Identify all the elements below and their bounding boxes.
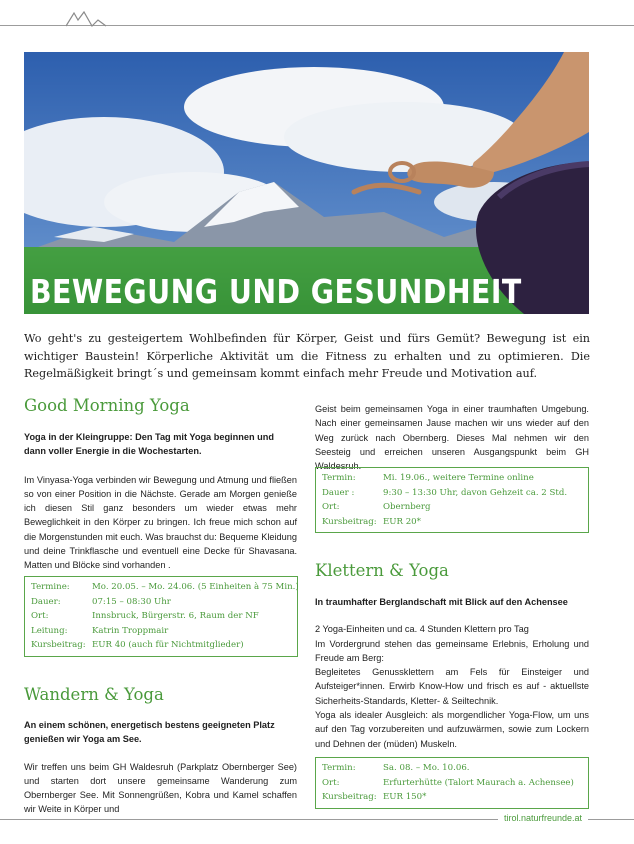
klettern-line: Yoga als idealer Ausgleich: als morgendlicher Yoga-Flow, um uns auf den Tag vorzubereiten und aufzuwärmen, sowie zum Lockern und Dehnen der (müden) Muskeln. bbox=[315, 710, 589, 749]
info-label: Kursbeitrag: bbox=[31, 640, 86, 651]
info-value: Erfurterhütte (Talort Maurach a. Achensee) bbox=[383, 777, 574, 788]
footer-url-link[interactable]: tirol.naturfreunde.at bbox=[498, 811, 588, 825]
info-label: Ort: bbox=[322, 502, 340, 513]
info-value: EUR 150* bbox=[383, 792, 427, 803]
info-value: 07:15 – 08:30 Uhr bbox=[92, 596, 171, 607]
heading-wandern-yoga: Wandern & Yoga bbox=[24, 685, 164, 704]
klettern-line: Begleitetes Genussklettern am Fels für Einsteiger und Aufsteiger*innen. Erwirb Know-How und frisch es auf - aktuellste Sicherheits-Standards, Kletter- & Seiltechnik. bbox=[315, 667, 589, 706]
info-value: Obernberg bbox=[383, 502, 431, 513]
wandern-info-box bbox=[315, 467, 589, 533]
info-label: Termine: bbox=[31, 582, 70, 592]
klettern-info-box bbox=[315, 757, 589, 809]
page-title: BEWEGUNG UND GESUNDHEIT bbox=[30, 272, 522, 311]
yoga-body: Im Vinyasa-Yoga verbinden wir Bewegung und Atmung und fließen so von einer Position in die Nächste. Gerade am Morgen genieße ich diesen Stil ganz besonders um wieder etwas mehr Beweglichkeit in den Körper zu bringen. Ich freue mich schon auf die Morgenstunden mit euch. Was brauchst du: Bequeme Kleidung und deine Trinkflasche und eventuell eine Decke für Shavasana. Matten und Blöcke sind vorhanden . bbox=[24, 474, 297, 571]
info-row bbox=[322, 486, 582, 501]
info-label: Termin: bbox=[322, 763, 356, 773]
info-row bbox=[322, 776, 582, 791]
wandern-body-left: Wir treffen uns beim GH Waldesruh (Parkplatz Obernberger See) und starten dort unsere gemeinsame Wanderung zum Obernberger See. Mit Sonnengrüßen, Kobra und Kamel schaffen wir Weite in Körper und bbox=[24, 761, 297, 815]
mountain-logo-icon bbox=[66, 8, 106, 28]
info-value: Mi. 19.06., weitere Termine online bbox=[383, 473, 534, 483]
info-row bbox=[322, 515, 582, 530]
heading-klettern-yoga: Klettern & Yoga bbox=[315, 561, 449, 580]
info-label: Dauer: bbox=[31, 596, 61, 607]
intro-paragraph: Wo geht's zu gesteigertem Wohlbefinden für Körper, Geist und fürs Gemüt? Bewegung ist ein wichtiger Baustein! Körperliche Aktivität um die Fitness zu erhalten und zu optimieren. Die Regelmäßigkeit bringt´s und gemeinsam kommt einfach mehr Freude und Motivation auf. bbox=[24, 332, 590, 380]
klettern-lead: In traumhafter Berglandschaft mit Blick auf den Achensee bbox=[315, 597, 568, 607]
yoga-info-box bbox=[24, 576, 298, 657]
info-label: Ort: bbox=[322, 777, 340, 788]
info-value: Katrin Troppmair bbox=[92, 625, 169, 636]
wandern-body-right: Geist beim gemeinsamen Yoga in einer traumhaften Umgebung. Nach einer gemeinsamen Jause machen wir uns wieder auf den Weg zurück nach Obernberg. Dieses Mal nehmen wir den Seesteig und erreichen unseren Ausgangspunkt beim GH Waldesruh. bbox=[315, 404, 589, 472]
info-row bbox=[31, 638, 291, 653]
info-row bbox=[31, 595, 291, 610]
info-label: Kursbeitrag: bbox=[322, 792, 377, 803]
info-label: Leitung: bbox=[31, 625, 68, 636]
heading-good-morning-yoga: Good Morning Yoga bbox=[24, 396, 190, 415]
info-row bbox=[31, 609, 291, 624]
wandern-lead: An einem schönen, energetisch bestens geeigneten Platz genießen wir Yoga am See. bbox=[24, 720, 275, 745]
info-label: Kursbeitrag: bbox=[322, 516, 377, 527]
info-value: 9:30 – 13:30 Uhr, davon Gehzeit ca. 2 Std. bbox=[383, 487, 568, 498]
info-label: Ort: bbox=[31, 611, 49, 622]
info-row bbox=[31, 580, 299, 595]
klettern-line: 2 Yoga-Einheiten und ca. 4 Stunden Klettern pro Tag bbox=[315, 624, 529, 635]
info-value: EUR 40 (auch für Nichtmitglieder) bbox=[92, 640, 244, 651]
info-row bbox=[322, 761, 582, 776]
info-row bbox=[322, 471, 582, 486]
info-value: Innsbruck, Bürgerstr. 6, Raum der NF bbox=[92, 611, 259, 622]
info-value: Sa. 08. – Mo. 10.06. bbox=[383, 763, 470, 773]
klettern-line: Im Vordergrund stehen das gemeinsame Erlebnis, Erholung und Freude am Berg: bbox=[315, 638, 589, 663]
info-row bbox=[31, 624, 291, 639]
info-value: Mo. 20.05. – Mo. 24.06. (5 Einheiten à 75 Min.) bbox=[92, 582, 299, 592]
info-label: Dauer : bbox=[322, 487, 355, 498]
info-label: Termin: bbox=[322, 473, 356, 483]
info-row bbox=[322, 500, 582, 515]
yoga-lead: Yoga in der Kleingruppe: Den Tag mit Yoga beginnen und dann voller Energie in die Wochestarten. bbox=[24, 432, 274, 457]
info-value: EUR 20* bbox=[383, 516, 421, 527]
info-row bbox=[322, 790, 582, 805]
